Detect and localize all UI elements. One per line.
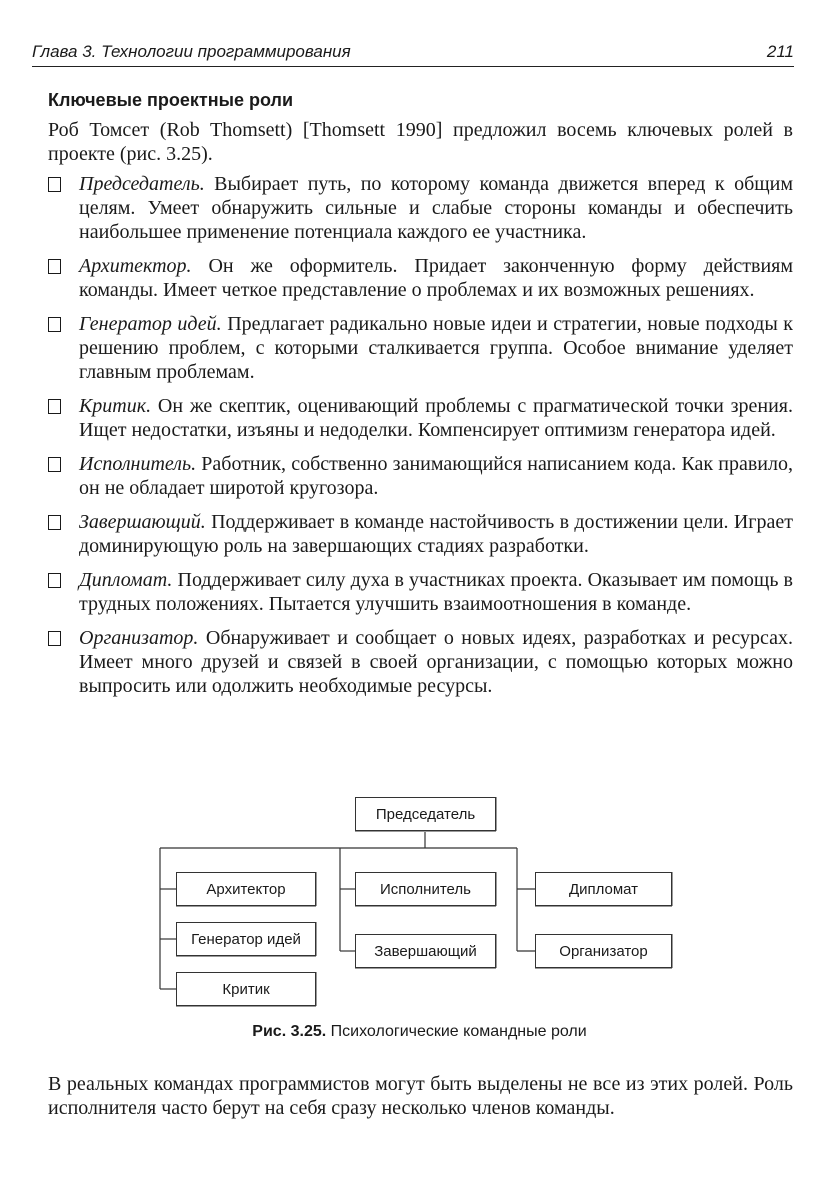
checkbox-bullet-icon bbox=[48, 631, 61, 646]
page-number: 211 bbox=[766, 42, 794, 61]
roles-list bbox=[48, 172, 793, 708]
role-description: Выбирает путь, по которому команда движется вперед к общим целям. Умеет обнаружить сильные и слабые стороны команды и обеспечить наибольшее применение потенциала каждого ее участника. bbox=[79, 173, 793, 243]
role-name: Критик. bbox=[79, 395, 152, 417]
role-name: Организатор. bbox=[79, 627, 199, 649]
section-title: Ключевые проектные роли bbox=[48, 90, 294, 110]
checkbox-bullet-icon bbox=[48, 177, 61, 192]
diagram-node-executor: Исполнитель bbox=[355, 872, 496, 906]
role-description: Работник, собственно занимающийся написанием кода. Как правило, он не обладает широтой кругозора. bbox=[79, 453, 793, 499]
role-description: Он же скептик, оценивающий проблемы с прагматической точки зрения. Ищет недостатки, изъяны и недоделки. Компенсирует оптимизм генератора идей. bbox=[79, 395, 793, 441]
list-item bbox=[48, 172, 793, 244]
list-item bbox=[48, 568, 793, 616]
chapter-title: Глава 3. Технологии программирования bbox=[32, 42, 351, 61]
checkbox-bullet-icon bbox=[48, 399, 61, 414]
intro-paragraph: Роб Томсет (Rob Thomsett) [Thomsett 1990] предложил восемь ключевых ролей в проекте (рис. 3.25). bbox=[48, 119, 793, 165]
diagram-node-architect: Архитектор bbox=[176, 872, 316, 906]
role-description: Предлагает радикально новые идеи и стратегии, новые подходы к решению проблем, с которыми сталкивается группа. Особое внимание уделяет главным проблемам. bbox=[79, 313, 794, 383]
figure-caption-text: Психологические командные роли bbox=[326, 1023, 587, 1040]
figure-label: Рис. 3.25. bbox=[252, 1023, 327, 1040]
role-name: Архитектор. bbox=[79, 255, 192, 277]
diagram-node-organizer: Организатор bbox=[535, 934, 672, 968]
list-item bbox=[48, 312, 793, 384]
role-name: Дипломат. bbox=[79, 569, 173, 591]
diagram-node-idea-generator: Генератор идей bbox=[176, 922, 316, 956]
running-header bbox=[32, 38, 794, 67]
checkbox-bullet-icon bbox=[48, 573, 61, 588]
role-name: Завершающий. bbox=[79, 511, 206, 533]
diagram-node-chairman: Председатель bbox=[355, 797, 496, 831]
diagram-node-finisher: Завершающий bbox=[355, 934, 496, 968]
list-item bbox=[48, 626, 793, 698]
checkbox-bullet-icon bbox=[48, 457, 61, 472]
role-description: Поддерживает силу духа в участниках проекта. Оказывает им помощь в трудных положениях. Пытается улучшить взаимоотношения в команде. bbox=[79, 569, 793, 615]
list-item bbox=[48, 510, 793, 558]
role-name: Председатель. bbox=[79, 173, 205, 195]
list-item bbox=[48, 452, 793, 500]
role-description: Обнаруживает и сообщает о новых идеях, разработках и ресурсах. Имеет много друзей и связей в своей организации, с помощью которых можно выпросить или одолжить необходимые ресурсы. bbox=[79, 627, 793, 697]
role-description: Поддерживает в команде настойчивость в достижении цели. Играет доминирующую роль на завершающих стадиях разработки. bbox=[79, 511, 793, 557]
role-name: Генератор идей. bbox=[79, 313, 222, 335]
list-item bbox=[48, 254, 793, 302]
checkbox-bullet-icon bbox=[48, 259, 61, 274]
diagram-node-diplomat: Дипломат bbox=[535, 872, 672, 906]
checkbox-bullet-icon bbox=[48, 317, 61, 332]
figure-caption bbox=[0, 1023, 839, 1041]
role-name: Исполнитель. bbox=[79, 453, 197, 475]
closing-paragraph: В реальных командах программистов могут быть выделены не все из этих ролей. Роль исполнителя часто берут на себя сразу несколько членов команды. bbox=[48, 1073, 793, 1119]
diagram-node-critic: Критик bbox=[176, 972, 316, 1006]
checkbox-bullet-icon bbox=[48, 515, 61, 530]
role-description: Он же оформитель. Придает законченную форму действиям команды. Имеет четкое представление о проблемах и их возможных решениях. bbox=[79, 255, 793, 301]
list-item bbox=[48, 394, 793, 442]
